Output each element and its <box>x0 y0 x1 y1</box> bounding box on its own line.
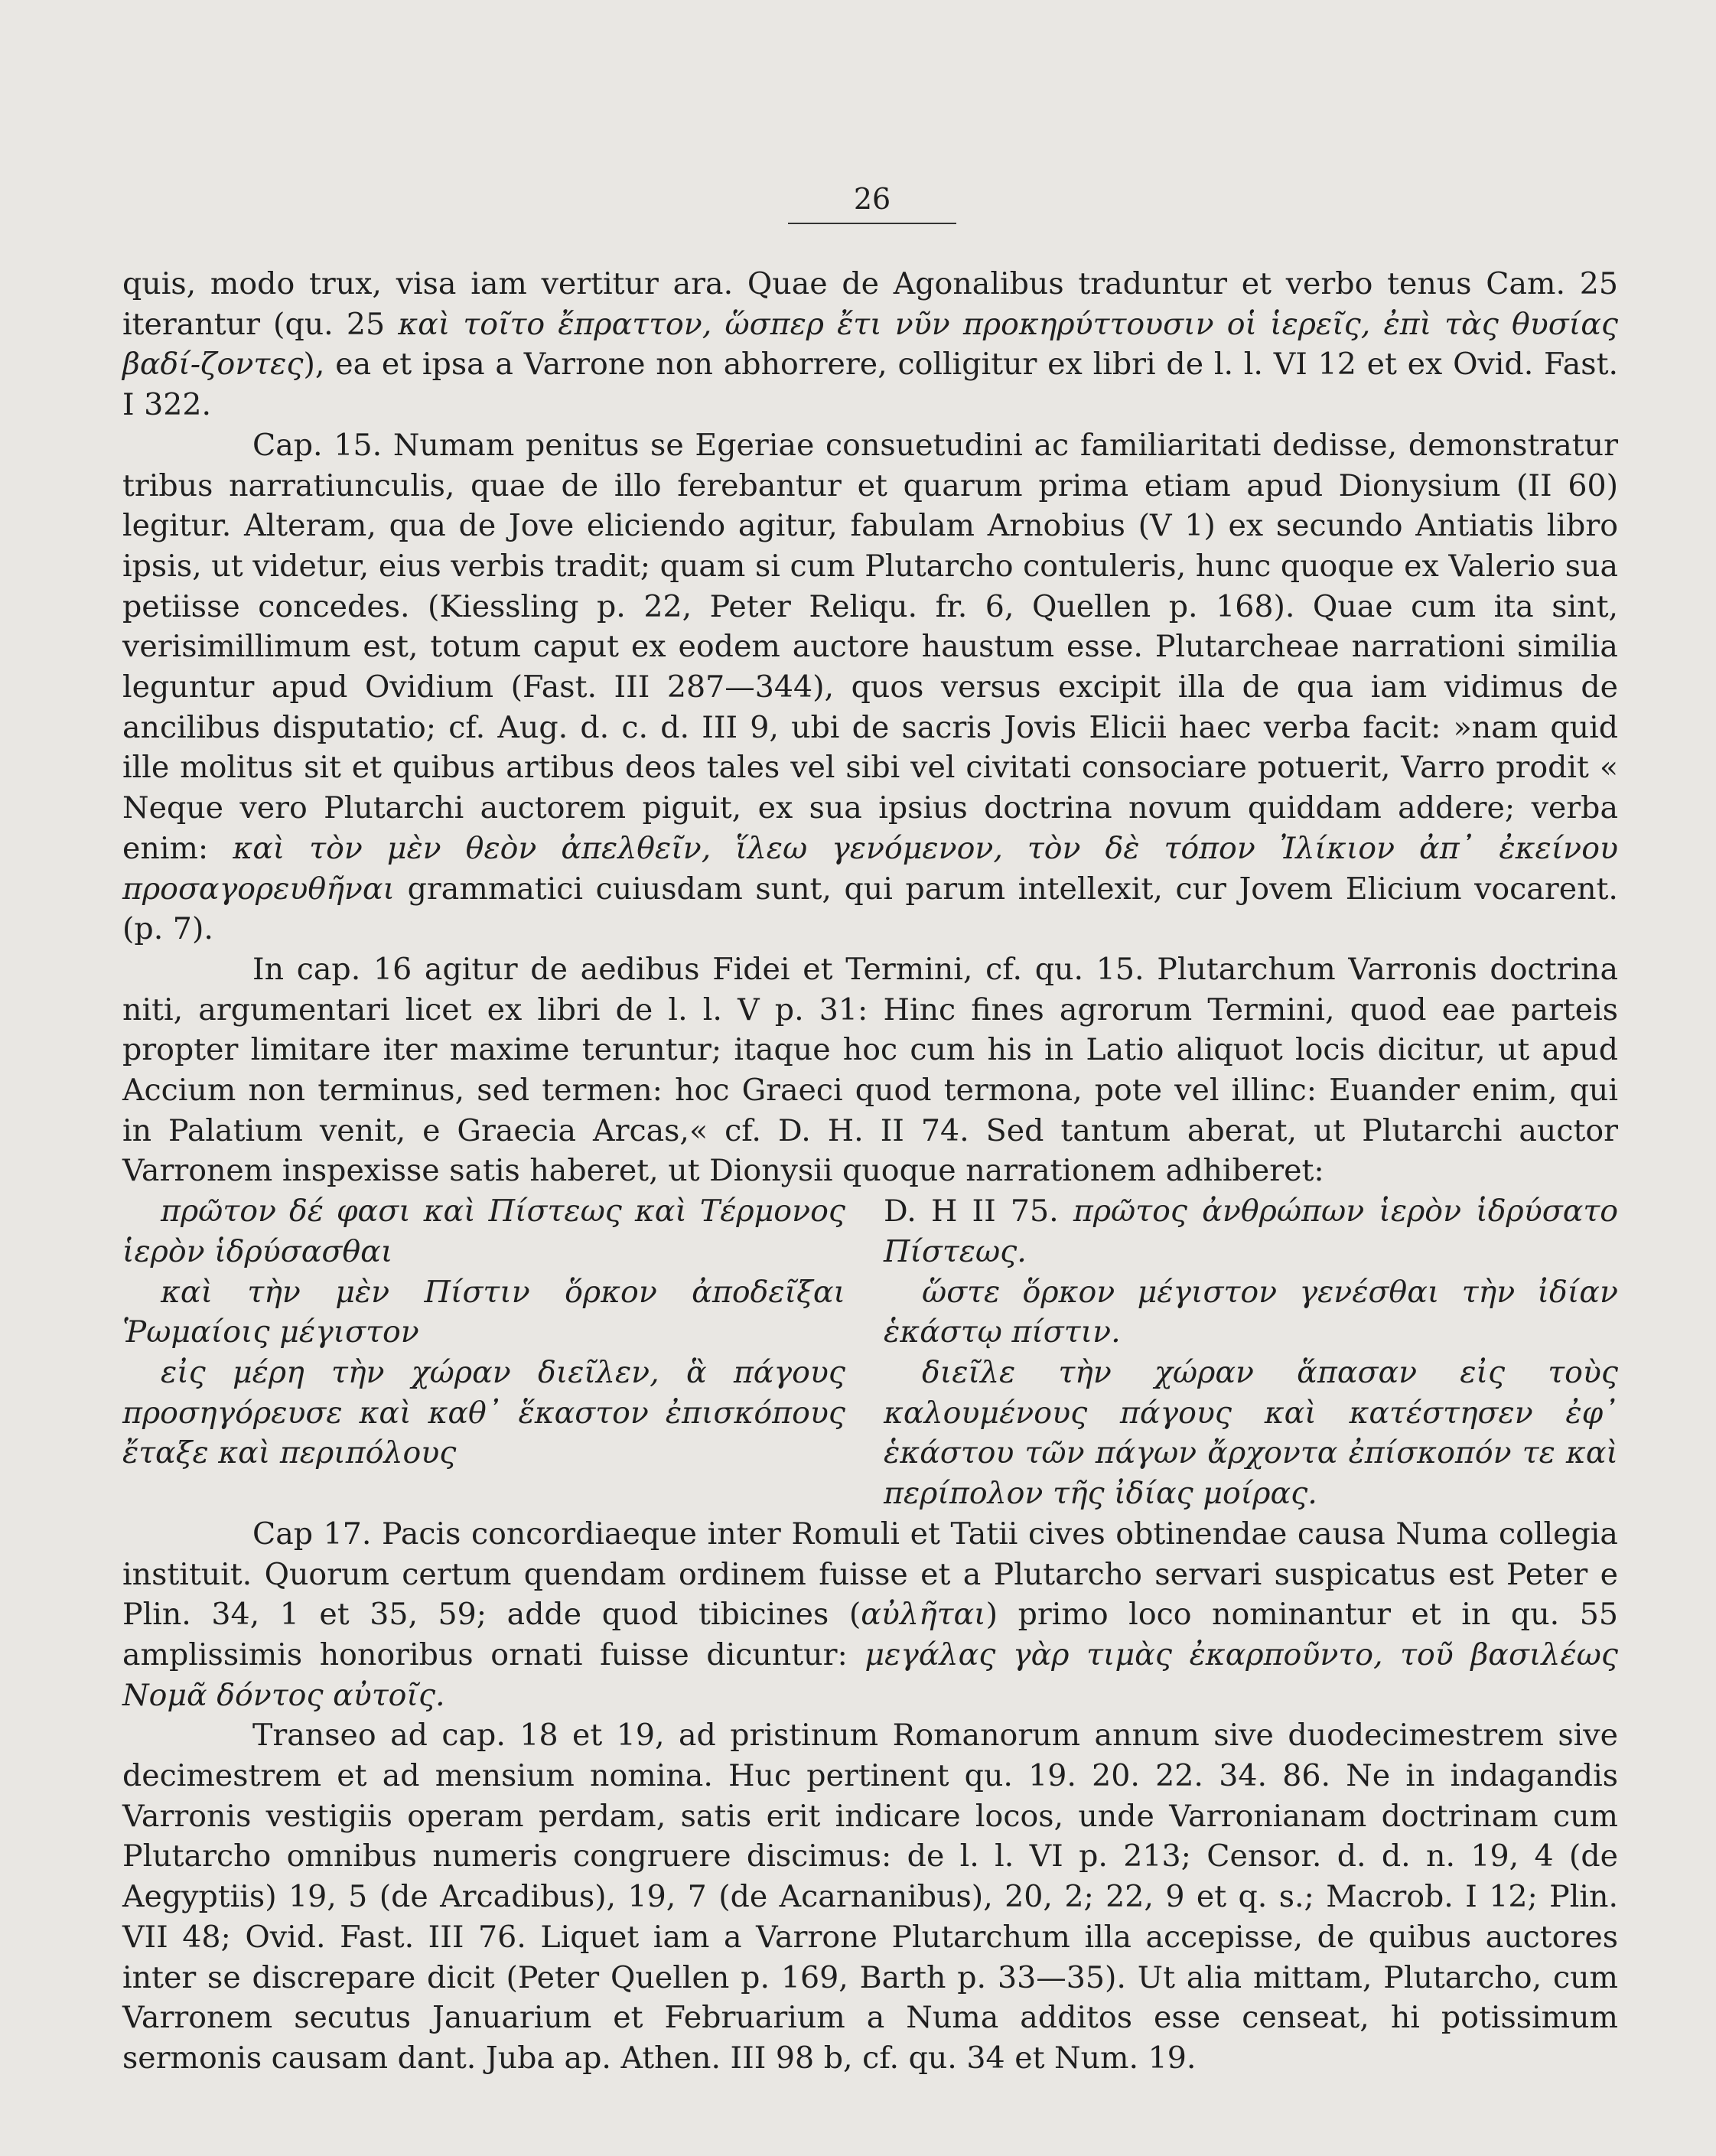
left-col-line-2: καὶ τὴν μὲν Πίστιν ὅρκον ἀποδεῖξαι Ῥωμαίοις μέγιστον <box>122 1274 845 1350</box>
p4-greek-word: αὐλῆται <box>861 1597 986 1633</box>
dionysius-column <box>884 1191 1618 1514</box>
left-col-line-3: εἰς μέρη τὴν χώραν διεῖλεν, ἃ πάγους προσηγόρευσε καὶ καθ᾽ ἕκαστον ἐπισκόπους ἔταξε καὶ περιπόλους <box>122 1354 845 1471</box>
page-number-rule <box>788 223 956 224</box>
plutarch-column <box>122 1191 845 1514</box>
p2-text-end: grammatici cuiusdam sunt, qui parum intellexit, cur Jovem Elicium vocarent. (p. 7). <box>122 871 1618 947</box>
left-col-line-1: πρῶτον δέ φασι καὶ Πίστεως καὶ Τέρμονος ἱερὸν ἱδρύσασθαι <box>122 1194 845 1269</box>
right-col-line-2: ὥστε ὅρκον μέγιστον γενέσθαι τὴν ἰδίαν ἑκάστῳ πίστιν. <box>884 1274 1618 1350</box>
paragraph-2 <box>122 425 1618 949</box>
p2-greek-quote: καὶ τὸν μὲν θεὸν ἀπελθεῖν, ἵλεω γενόμενον, τὸν δὲ τόπον Ἰλίκιον ἀπ᾽ ἐκείνου προσαγορευθῆναι <box>122 830 1618 907</box>
p1-text-end: ), ea et ipsa a Varrone non abhorrere, colligitur ex libri de l. l. VI 12 et ex Ovid. Fast. I 322. <box>122 347 1618 423</box>
paragraph-1 <box>122 264 1618 425</box>
p4-greek-quote: μεγάλας γὰρ τιμὰς ἐκαρποῦντο, τοῦ βασιλέως Νομᾶ δόντος αὐτοῖς. <box>122 1637 1618 1713</box>
p1-text: quis, modo trux, visa iam vertitur ara. Quae de Agonalibus traduntur et verbo tenus Cam. 25 iterantur (qu. 25 <box>122 266 1618 342</box>
paragraph-3: In cap. 16 agitur de aedibus Fidei et Termini, cf. qu. 15. Plutarchum Varronis doctrina niti, argumentari licet ex libri de l. l. V p. 31: Hinc fines agrorum Termini, quod eae parteis propter limitare iter maxime teruntur; itaque hoc cum his in Latio aliquot locis dicitur, ut apud Accium non terminus, sed termen: hoc Graeci quod termona, pote vel illinc: Euander enim, qui in Palatium venit, e Graecia Arcas,« cf. D. H. II 74. Sed tantum aberat, ut Plutarchi auctor Varronem inspexisse satis haberet, ut Dionysii quoque narrationem adhiberet: <box>122 951 1618 1189</box>
right-col-greek-1: πρῶτος ἀνθρώπων ἱερὸν ἱδρύσατο Πίστεως. <box>884 1194 1618 1269</box>
p4-text-mid: ) primo loco nominantur et in qu. 55 amplissimis honoribus ornati fuisse dicuntur: <box>122 1597 1618 1672</box>
body-text <box>122 264 1618 2079</box>
p1-greek-quote: καὶ τοῖτο ἔπραττον, ὥσπερ ἔτι νῦν προκηρύττουσιν οἱ ἱερεῖς, ἐπὶ τὰς θυσίας βαδί-ζοντες <box>122 306 1618 383</box>
paragraph-5: Transeo ad cap. 18 et 19, ad pristinum Romanorum annum sive duodecimestrem sive decimestrem et ad mensium nomina. Huc pertinent qu. 19. 20. 22. 34. 86. Ne in indagandis Varronis vestigiis operam perdam, satis erit indicare locos, unde Varronianam doctrinam cum Plutarcho omnibus numeris congruere discimus: de l. l. VI p. 213; Censor. d. d. n. 19, 4 (de Aegyptiis) 19, 5 (de Arcadibus), 19, 7 (de Acarnanibus), 20, 2; 22, 9 et q. s.; Macrob. I 12; Plin. VII 48; Ovid. Fast. III 76. Liquet iam a Varrone Plutarchum illa accepisse, de quibus auctores inter se discrepare dicit (Peter Quellen p. 169, Barth p. 33—35). Ut alia mittam, Plutarcho, cum Varronem secutus Januarium et Februarium a Numa additos esse censeat, hi potissimum sermonis causam dant. Juba ap. Athen. III 98 b, cf. qu. 34 et Num. 19. <box>122 1718 1618 2076</box>
p4-text: Cap 17. Pacis concordiaeque inter Romuli et Tatii cives obtinendae causa Numa collegia instituit. Quorum certum quendam ordinem fuisse et a Plutarcho servari suspicatus est Peter e Plin. 34, 1 et 35, 59; adde quod tibicines ( <box>122 1516 1618 1633</box>
right-col-line-1 <box>884 1191 1618 1272</box>
right-col-label: D. H II 75. <box>884 1194 1059 1229</box>
paragraph-4 <box>122 1514 1618 1716</box>
page-number: 26 <box>853 182 891 216</box>
p2-text: Cap. 15. Numam penitus se Egeriae consuetudini ac familiaritati dedisse, demonstratur tribus narratiunculis, quae de illo ferebantur et quarum prima etiam apud Dionysium (II 60) legitur. Alteram, qua de Jove eliciendo agitur, fabulam Arnobius (V 1) ex secundo Antiatis libro ipsis, ut videtur, eius verbis tradit; quam si cum Plutarcho contuleris, hunc quoque ex Valerio sua petiisse concedes. (Kiessling p. 22, Peter Reliqu. fr. 6, Quellen p. 168). Quae cum ita sint, verisimillimum est, totum caput ex eodem auctore haustum esse. Plutarcheae narrationi similia leguntur apud Ovidium (Fast. III 287—344), quos versus excipit illa de qua iam vidimus de ancilibus disputatio; cf. Aug. d. c. d. III 9, ubi de sacris Jovis Elicii haec verba facit: »nam quid ille molitus sit et quibus artibus deos tales vel sibi vel civitati consociare potuerit, Varro prodit « Neque vero Plutarchi auctorem piguit, ex sua ipsius doctrina novum quiddam addere; verba enim: <box>122 427 1618 866</box>
right-col-line-3: διεῖλε τὴν χώραν ἅπασαν εἰς τοὺς καλουμένους πάγους καὶ κατέστησεν ἐφ᾽ ἑκάστου τῶν πάγων ἄρχοντα ἐπίσκοπόν τε καὶ περίπολον τῆς ἰδίας μοίρας. <box>884 1354 1618 1512</box>
parallel-columns <box>122 1191 1618 1514</box>
